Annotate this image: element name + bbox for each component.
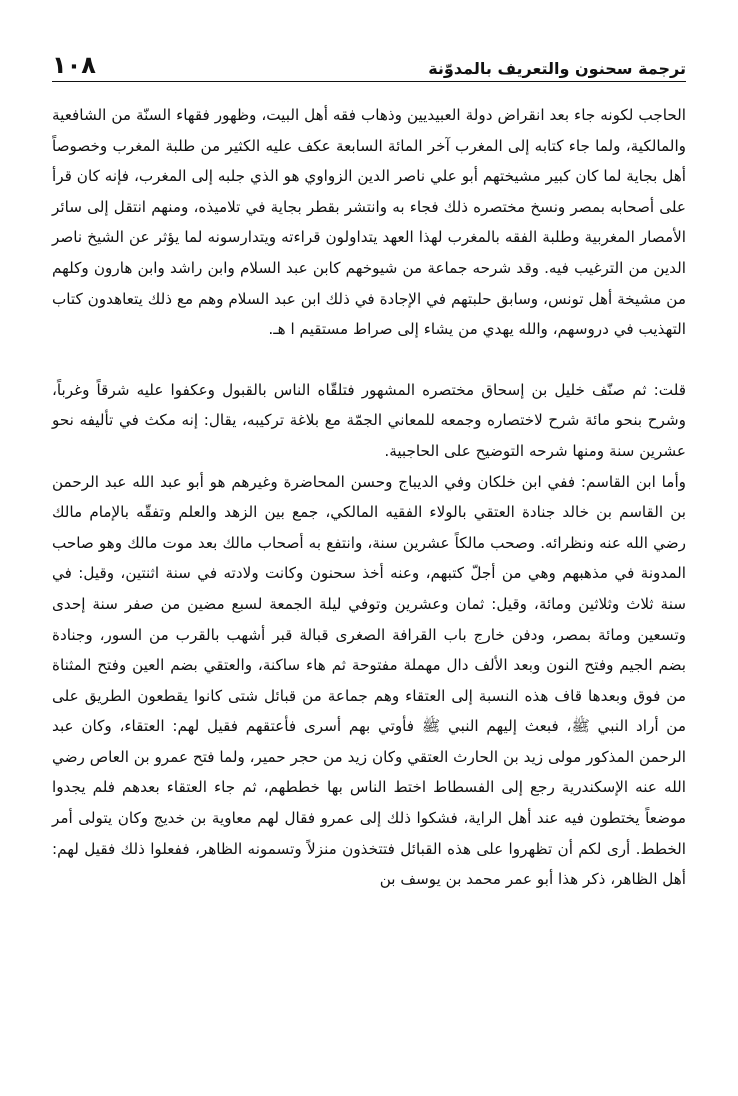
paragraph-1: الحاجب لكونه جاء بعد انقراض دولة العبيديين وذهاب فقه أهل البيت، وظهور فقهاء السنّة من الشافعية والمالكية، ولما جاء كتابه إلى المغرب آخر المائة السابعة عكف عليه الكثير من طلبة المغرب وخصوصاً أهل بجاية لما كان كبير مشيختهم أبو علي ناصر الدين الزواوي هو الذي جلبه إلى المغرب، فإنه كان قرأ على أصحابه بمصر ونسخ مختصره ذلك فجاء به وانتشر بقطر بجاية في تلاميذه، ومنهم انتقل إلى سائر الأمصار المغربية وطلبة الفقه بالمغرب لهذا العهد يتداولون قراءته ويتدارسونه لما يؤثر عن الشيخ ناصر الدين من الترغيب فيه. وقد شرحه جماعة من شيوخهم كابن عبد السلام وابن راشد وابن هارون وكلهم من مشيخة أهل تونس، وسابق حلبتهم في الإجادة في ذلك ابن عبد السلام وهم مع ذلك يتعاهدون كتاب التهذيب في دروسهم، والله يهدي من يشاء إلى صراط مستقيم ا هـ. [52, 106, 686, 339]
body-text [52, 100, 686, 895]
paragraph-2: قلت: ثم صنّف خليل بن إسحاق مختصره المشهور فتلقّاه الناس بالقبول وعكفوا عليه شرقاً وغرباً، وشرح بنحو مائة شرح لاختصاره وجمعه للمعاني الجمّة مع بلاغة تركيبه، يقال: إنه مكث في تأليفه نحو عشرين سنة ومنها شرحه التوضيح على الحاجبية. [52, 380, 686, 460]
running-title: ترجمة سحنون والتعريف بالمدوّنة [428, 59, 686, 78]
running-header [52, 38, 686, 82]
document-page [52, 38, 686, 1076]
paragraph-3: وأما ابن القاسم: ففي ابن خلكان وفي الديباج وحسن المحاضرة وغيرهم هو أبو عبد الله عبد الرحمن بن القاسم بن خالد جنادة العتقي بالولاء الفقيه المالكي، جمع بين الزهد والعلم وتفقّه بالإمام مالك رضي الله عنه ونظرائه. وصحب مالكاً عشرين سنة، وانتفع به أصحاب مالك بعد موت مالك وهو صاحب المدونة في مذهبهم وهي من أجلّ كتبهم، وعنه أخذ سحنون وكانت ولادته في سنة اثنتين، وقيل: في سنة ثلاث وثلاثين ومائة، وقيل: ثمان وعشرين وتوفي ليلة الجمعة لسبع مضين من صفر سنة إحدى وتسعين ومائة بمصر، ودفن خارج باب القرافة الصغرى قبالة قبر أشهب بالقرب من السور، وجنادة بضم الجيم وفتح النون وبعد الألف دال مهملة مفتوحة ثم هاء ساكنة، والعتقي بضم العين وفتح المثناة من فوق وبعدها قاف هذه النسبة إلى العتقاء وهم جماعة من قبائل شتى كانوا يقطعون الطريق على من أراد النبي ﷺ، فبعث إليهم النبي ﷺ فأوتي بهم أسرى فأعتقهم فقيل لهم: العتقاء، وكان عبد الرحمن المذكور مولى زيد بن الحارث العتقي وكان زيد من حجر حمير، ولما فتح عمرو بن العاص رضي الله عنه الإسكندرية رجع إلى الفسطاط اختط الناس بها خططهم، ثم جاء العتقاء بعدهم فلم يجدوا موضعاً يختطون فيه عند أهل الراية، فشكوا ذلك إلى عمرو فقال لهم معاوية بن خديج وكان يتولى أمر الخطط. أرى لكم أن تظهروا على هذه القبائل فتتخذون منزلاً وتسمونه الظاهر، ففعلوا ذلك فقيل لهم: أهل الظاهر، ذكر هذا أبو عمر محمد بن يوسف بن [52, 472, 686, 889]
page-number: ١٠٨ [52, 51, 96, 79]
